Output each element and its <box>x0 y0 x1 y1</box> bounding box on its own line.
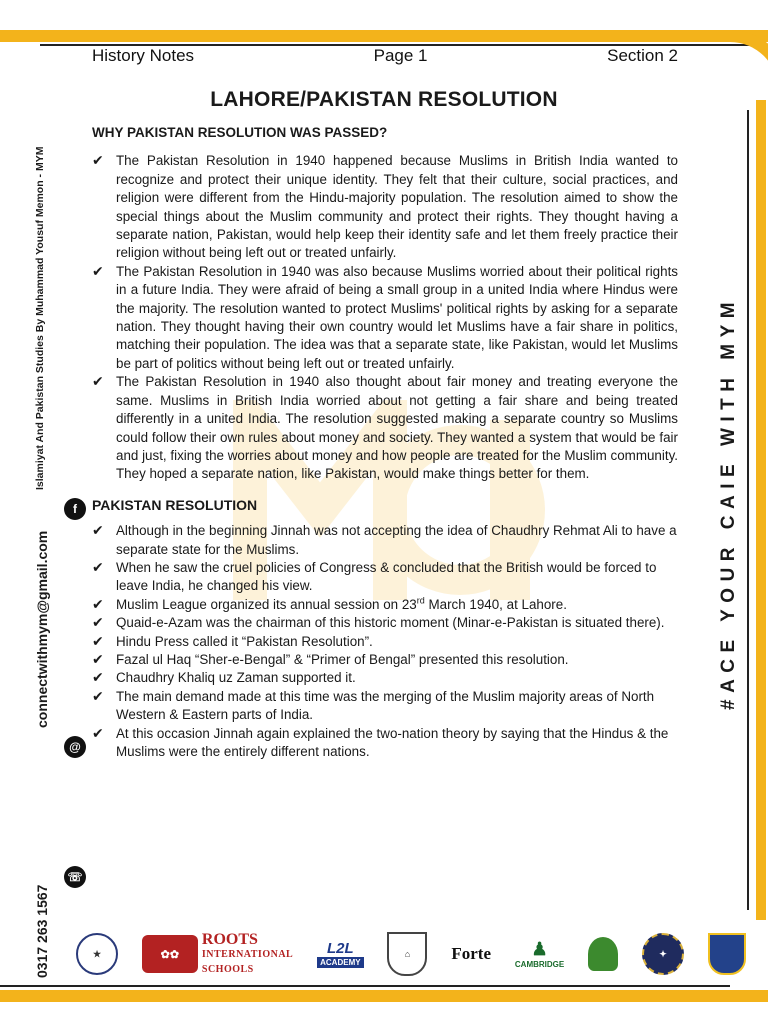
facebook-icon: f <box>64 498 86 520</box>
page-header <box>92 44 678 68</box>
header-subject: History Notes <box>92 46 195 65</box>
section-heading-why: WHY PAKISTAN RESOLUTION WAS PASSED? <box>92 125 388 140</box>
section-heading-resolution: PAKISTAN RESOLUTION <box>92 496 258 513</box>
right-divider-line <box>747 110 749 910</box>
resolution-list <box>92 522 678 761</box>
contact-sidebar <box>30 100 83 978</box>
checkmark-icon: ✔ <box>92 670 104 687</box>
checkmark-icon: ✔ <box>92 559 104 576</box>
contact-email: connectwithmym@gmail.com <box>34 530 50 728</box>
checkmark-icon: ✔ <box>92 615 104 632</box>
checkmark-icon: ✔ <box>92 374 104 391</box>
list-item: ✔ Fazal ul Haq “Sher-e-Bengal” & “Primer of Bengal” presented this resolution. <box>92 651 569 668</box>
checkmark-icon: ✔ <box>92 688 104 705</box>
facebook-page-name: Islamiyat And Pakistan Studies By Muhammad Yousuf Memon - MYM <box>34 146 46 490</box>
checkmark-icon: ✔ <box>92 523 104 540</box>
bottom-divider-line <box>0 985 730 987</box>
list-item: ✔ Hindu Press called it “Pakistan Resolution”. <box>92 633 373 650</box>
roots-schools-logo: ✿✿ ROOTS INTERNATIONAL SCHOOLS <box>142 932 293 977</box>
top-accent-band <box>0 30 768 42</box>
checkmark-icon: ✔ <box>92 263 104 280</box>
checkmark-icon: ✔ <box>92 153 104 170</box>
checkmark-icon: ✔ <box>92 596 104 613</box>
shield-crest-logo: ⌂ <box>387 932 427 976</box>
list-item: ✔ Chaudhry Khaliq uz Zaman supported it. <box>92 670 356 687</box>
list-item: ✔ Quaid-e-Azam was the chairman of this historic moment (Minar-e-Pakistan is situated there). <box>92 615 665 632</box>
list-item: ✔ The Pakistan Resolution in 1940 was also because Muslims worried about their political rights in a future India. They were afraid of being a small group in a united India where Hindus were the majority. The resolution wanted to protect Muslims' political rights by asking for a separate nation. They thought having their own country would let Muslims have a fair share in politics, matching their population. The idea was that a separate state, like Pakistan, would let Muslims be part of politics without being left out or treated unfairly. <box>92 263 678 371</box>
email-icon: @ <box>64 736 86 758</box>
list-item: ✔ Although in the beginning Jinnah was not accepting the idea of Chaudhry Rehmat Ali to have a separate state for the Muslims. <box>92 523 677 557</box>
round-emblem-logo: ✦ <box>642 933 684 975</box>
contact-phone: 0317 263 1567 <box>34 884 50 978</box>
list-item: ✔ At this occasion Jinnah again explained the two-nation theory by saying that the Hindus & the Muslims were the entirely different nations. <box>92 725 669 759</box>
checkmark-icon: ✔ <box>92 725 104 742</box>
school-crest-logo: ★ <box>76 933 118 975</box>
partner-logos <box>76 930 746 978</box>
bottom-accent-band <box>0 990 768 1002</box>
why-list <box>92 152 678 483</box>
checkmark-icon: ✔ <box>92 651 104 668</box>
right-accent-stripe <box>756 100 766 920</box>
list-item: ✔ When he saw the cruel policies of Congress & concluded that the British would be forced to leave India, he changed his view. <box>92 559 657 594</box>
list-item: ✔ The main demand made at this time was the merging of the Muslim majority areas of North Western & Eastern parts of India. <box>92 688 655 723</box>
checkmark-icon: ✔ <box>92 633 104 650</box>
header-section: Section 2 <box>607 46 678 65</box>
whatsapp-icon: ☏ <box>64 866 86 888</box>
forte-logo: Forte <box>451 944 491 963</box>
header-page-number: Page 1 <box>373 46 428 65</box>
roots-mark-icon: ✿✿ <box>142 935 198 973</box>
list-item: ✔ The Pakistan Resolution in 1940 happened because Muslims in British India wanted to recognize and protect their unique identity. They felt that their culture, social practices, and religion were different from the Hindu-majority population. The resolution aimed to show the special things about the Muslim community and protect their rights. They thought having a separate nation, Pakistan, would help keep their identity safe and let them freely practice their religion without being left out or treated unfairly. <box>92 153 678 261</box>
blue-shield-logo <box>708 933 746 975</box>
cambridge-school-logo: ♟ CAMBRIDGE <box>514 939 565 969</box>
tagline-text: #ACE YOUR CAIE WITH MYM <box>718 295 739 710</box>
list-item: ✔ Muslim League organized its annual session on 23rd March 1940, at Lahore. <box>92 595 567 613</box>
notes-content <box>92 124 678 761</box>
tree-logo <box>588 937 618 971</box>
l2l-academy-logo: L2L ACADEMY <box>317 940 363 968</box>
page-title: LAHORE/PAKISTAN RESOLUTION <box>210 88 558 111</box>
list-item: ✔ The Pakistan Resolution in 1940 also thought about fair money and treating everyone the same. Muslims in British India worried about not getting a fair share and being treated differently in a united India. The resolution suggested making a separate country so Muslims could follow their own rules about money and society. They wanted a system that would be fair and just, fixing the worries about money and how people are treated for the Muslim community. They hoped a separate nation, like Pakistan, would make things better for them. <box>92 374 678 482</box>
